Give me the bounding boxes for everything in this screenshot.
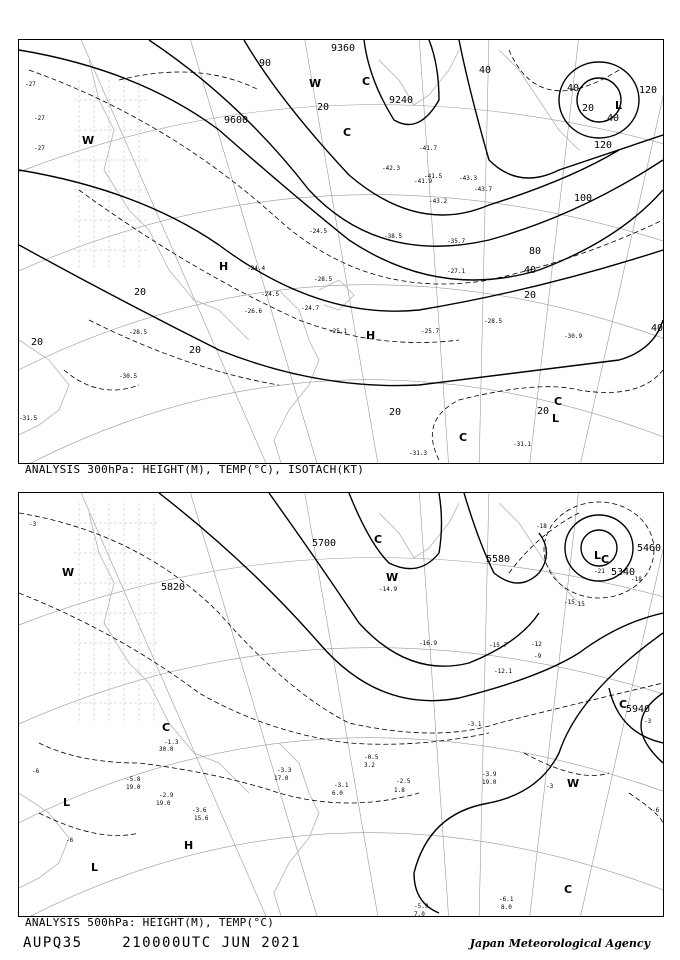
temperature-label: -27 — [25, 81, 36, 88]
contour-label: 20 — [537, 406, 550, 417]
temperature-label: -24.5 — [261, 291, 280, 298]
pressure-system-marker: C — [362, 75, 371, 88]
contour-label: 80 — [529, 246, 542, 257]
grid-hatch — [74, 80, 149, 270]
temperature-label: -43.7 — [474, 186, 493, 193]
temperature-label: -15.7 — [489, 642, 508, 649]
temperature-label: -3.3 — [277, 767, 292, 774]
temperature-label: -0.5 — [364, 754, 379, 761]
pressure-system-marker: L — [594, 549, 602, 562]
temperature-label: -12.1 — [494, 668, 513, 675]
grid-hatch — [74, 503, 159, 723]
contour-label: 20 — [189, 345, 202, 356]
temperature-label: -3 — [29, 521, 37, 528]
pressure-system-marker: C — [374, 533, 383, 546]
contour-label: 120 — [639, 85, 658, 96]
coastline — [19, 50, 579, 463]
temperature-label: -25.7 — [421, 328, 440, 335]
temperature-label: -3.9 — [482, 771, 497, 778]
contour-label: 120 — [594, 140, 613, 151]
temperature-label: -30.5 — [119, 373, 138, 380]
temperature-label: -24.5 — [309, 228, 328, 235]
pressure-system-marker: W — [62, 566, 75, 579]
pressure-system-marker: H — [366, 329, 376, 342]
temperature-label: -41.7 — [419, 145, 438, 152]
temperature-label: -26.6 — [244, 308, 263, 315]
agency-name: Japan Meteorological Agency — [469, 937, 650, 950]
pressure-system-marker: C — [601, 553, 610, 566]
map-500hpa-canvas — [19, 493, 663, 916]
map-300hpa — [18, 39, 664, 464]
temperature-label: -2.9 — [159, 792, 174, 799]
contour-label: 40 — [651, 323, 663, 334]
temperature-label: -6 — [66, 837, 74, 844]
temperature-label: -35.7 — [447, 238, 466, 245]
pressure-system-marker: C — [564, 883, 573, 896]
temperature-label: 8.0 — [501, 904, 512, 911]
temperature-label: -28.5 — [129, 329, 148, 336]
temperature-label: -31.1 — [513, 441, 532, 448]
contour-label: 40 — [607, 113, 620, 124]
contour-label: 90 — [259, 58, 272, 69]
contour-label: 20 — [582, 103, 595, 114]
temperature-label: 6.0 — [332, 790, 343, 797]
pressure-system-marker: H — [219, 260, 229, 273]
temperature-label: -9 — [534, 653, 542, 660]
temperature-label: 17.0 — [274, 775, 289, 782]
contour-label: 40 — [524, 265, 537, 276]
pressure-system-marker: L — [63, 796, 71, 809]
contour-label: 5700 — [312, 538, 337, 549]
map-500hpa — [18, 492, 664, 917]
temperature-label: -5.8 — [126, 776, 141, 783]
contour-label: 5460 — [637, 543, 662, 554]
chart-id: AUPQ35 — [23, 935, 83, 951]
temperature-label: 1.8 — [394, 787, 405, 794]
temperature-label: -24.4 — [247, 265, 266, 272]
caption-500hpa: ANALYSIS 500hPa: HEIGHT(M), TEMP(°C) — [25, 916, 275, 929]
temperature-label: -6 — [652, 807, 660, 814]
temperature-label: -25.1 — [329, 328, 348, 335]
pressure-system-marker: W — [567, 777, 580, 790]
temperature-label: -24.7 — [301, 305, 320, 312]
temperature-label: -12 — [531, 641, 542, 648]
temperature-label: -2.5 — [396, 778, 411, 785]
pressure-system-marker: W — [309, 77, 322, 90]
temperature-label: -41.9 — [414, 178, 433, 185]
temperature-label: -18 — [631, 576, 642, 583]
pressure-system-marker: H — [184, 839, 194, 852]
temperature-label: 7.0 — [414, 911, 425, 916]
temperature-label: -28.5 — [314, 276, 333, 283]
temperature-label: -28.5 — [484, 318, 503, 325]
temperature-label: 19.0 — [126, 784, 141, 791]
pressure-system-marker: C — [162, 721, 171, 734]
graticule — [19, 40, 663, 463]
temperature-label: -31.3 — [409, 450, 428, 457]
temperature-label: -3 — [644, 718, 652, 725]
temperature-label: -38.5 — [384, 233, 403, 240]
temperature-label: 19.0 — [482, 779, 497, 786]
temperature-label: -3.6 — [192, 807, 207, 814]
contour-label: 5580 — [486, 554, 511, 565]
temperature-label: -43.2 — [429, 198, 448, 205]
chart-code-line — [23, 935, 301, 951]
contour-label: 5940 — [626, 704, 651, 715]
temperature-label: -27 — [34, 115, 45, 122]
contour-label: 20 — [134, 287, 147, 298]
contour-label: 20 — [31, 337, 44, 348]
contour-label: 9600 — [224, 115, 249, 126]
pressure-system-marker: L — [615, 99, 623, 112]
pressure-system-marker: W — [82, 134, 95, 147]
temperature-label: -3.1 — [334, 782, 349, 789]
temperature-label: -6 — [32, 768, 40, 775]
pressure-system-marker: C — [459, 431, 468, 444]
temperature-label: -43.3 — [459, 175, 478, 182]
contour-label: 20 — [389, 407, 402, 418]
pressure-system-marker: C — [619, 698, 628, 711]
pressure-system-marker: C — [554, 395, 563, 408]
pressure-system-marker: L — [91, 861, 99, 874]
pressure-system-marker: C — [343, 126, 352, 139]
temperature-label: -30.9 — [564, 333, 583, 340]
height-contours — [159, 493, 663, 913]
contour-label: 5340 — [611, 567, 636, 578]
temperature-label: -42.3 — [382, 165, 401, 172]
temperature-label: -41.5 — [424, 173, 443, 180]
temperature-label: -31.5 — [19, 415, 38, 422]
contour-label: 20 — [317, 102, 330, 113]
temperature-label: -27 — [34, 145, 45, 152]
temperature-label: 3.2 — [364, 762, 375, 769]
temperature-label: -15 — [574, 601, 585, 608]
caption-300hpa: ANALYSIS 300hPa: HEIGHT(M), TEMP(°C), ISOTACH(KT) — [25, 463, 365, 476]
temperature-label: -3 — [546, 783, 554, 790]
contour-label: 40 — [567, 83, 580, 94]
temperature-label: -6.1 — [499, 896, 514, 903]
temperature-label: -16.9 — [419, 640, 438, 647]
temperature-label: -14.9 — [379, 586, 398, 593]
temperature-label: -5.9 — [414, 903, 429, 910]
map-300hpa-canvas — [19, 40, 663, 463]
valid-time: 210000UTC JUN 2021 — [122, 935, 302, 951]
temperature-label: -18 — [536, 523, 547, 530]
temperature-label: 19.0 — [156, 800, 171, 807]
contour-label: 20 — [524, 290, 537, 301]
contour-label: 5820 — [161, 582, 186, 593]
temperature-label: -15 — [564, 599, 575, 606]
contour-label: 100 — [574, 193, 593, 204]
pressure-system-marker: L — [552, 412, 560, 425]
contour-label: 9240 — [389, 95, 414, 106]
contour-label: 9360 — [331, 43, 356, 54]
contour-label: 40 — [479, 65, 492, 76]
temperature-label: -3.1 — [467, 721, 482, 728]
temperature-label: -1.3 — [164, 739, 179, 746]
temperature-label: -27.1 — [447, 268, 466, 275]
temperature-label: 30.0 — [159, 746, 174, 753]
temperature-label: 15.6 — [194, 815, 209, 822]
temperature-label: -21 — [594, 568, 605, 575]
pressure-system-marker: W — [386, 571, 399, 584]
